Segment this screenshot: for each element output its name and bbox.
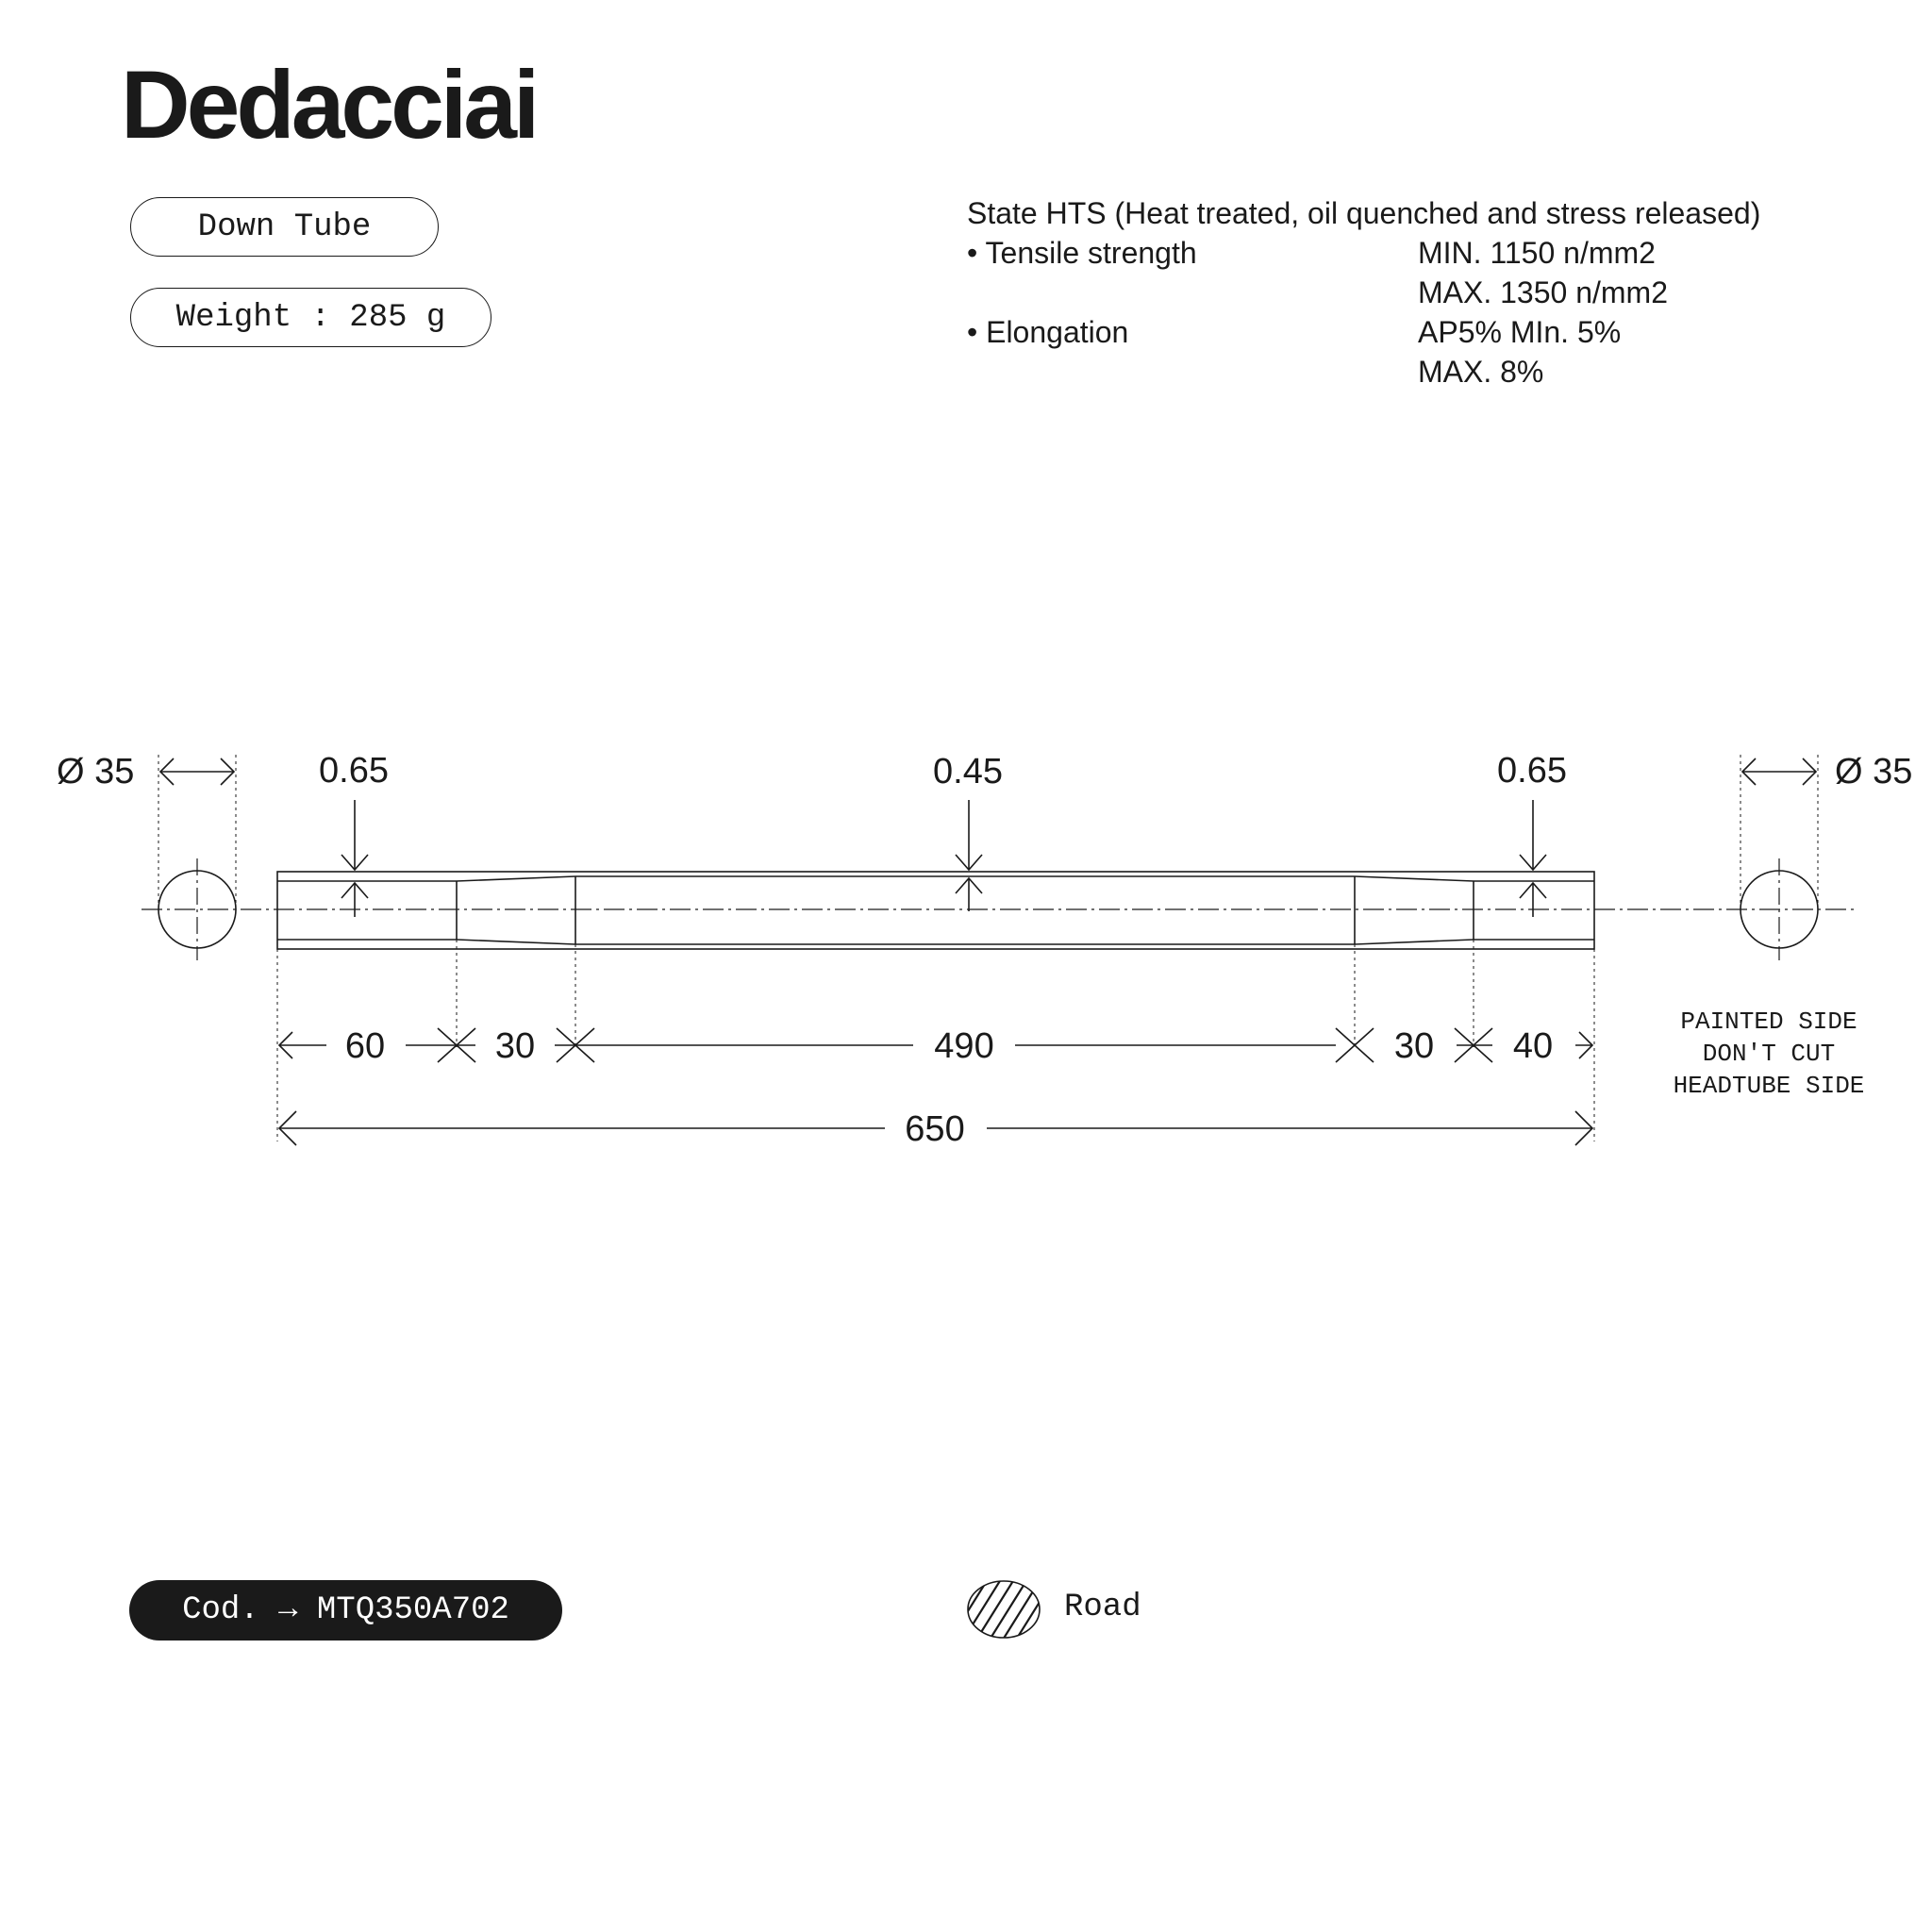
svg-text:Dedacciai: Dedacciai [121, 58, 537, 153]
wall-left-label: 0.65 [319, 751, 389, 791]
note-headtube-side: HEADTUBE SIDE [1673, 1072, 1865, 1100]
spec-elongation-min: AP5% MIn. 5% [1418, 315, 1622, 349]
tube-name-pill: Down Tube [130, 197, 439, 257]
right-end-circle [1740, 755, 1818, 960]
wall-arrow-left [341, 800, 368, 917]
wall-arrow-right [1520, 800, 1546, 917]
spec-tensile-min: MIN. 1150 n/mm2 [1418, 236, 1656, 270]
spec-elongation-max: MAX. 8% [1418, 355, 1544, 389]
weight-pill: Weight : 285 g [130, 288, 491, 347]
tube-profile [277, 872, 1594, 949]
note-dont-cut: DON'T CUT [1702, 1040, 1836, 1068]
wall-arrow-center [956, 800, 982, 911]
hatched-ellipse-icon [966, 1578, 1041, 1641]
spec-tensile-max: MAX. 1350 n/mm2 [1418, 275, 1668, 309]
legend-road-label: Road [1064, 1590, 1141, 1625]
diameter-right-label: Ø 35 [1835, 752, 1913, 791]
spec-state: State HTS (Heat treated, oil quenched and stress released) [967, 196, 1761, 230]
wall-center-label: 0.45 [933, 752, 1003, 791]
segment-3-label: 490 [934, 1026, 994, 1066]
spec-tensile-label: • Tensile strength [967, 236, 1197, 270]
diameter-left-label: Ø 35 [57, 752, 135, 791]
wall-right-label: 0.65 [1497, 751, 1567, 791]
spec-elongation-label: • Elongation [967, 315, 1129, 349]
product-code-badge: Cod. → MTQ350A702 [129, 1580, 562, 1641]
segment-4-label: 30 [1393, 1026, 1435, 1066]
left-end-circle [158, 755, 236, 960]
segment-1-label: 60 [344, 1026, 386, 1066]
segment-5-label: 40 [1512, 1026, 1554, 1066]
note-painted-side: PAINTED SIDE [1680, 1008, 1857, 1036]
total-length-label: 650 [905, 1109, 965, 1149]
segment-2-label: 30 [494, 1026, 536, 1066]
